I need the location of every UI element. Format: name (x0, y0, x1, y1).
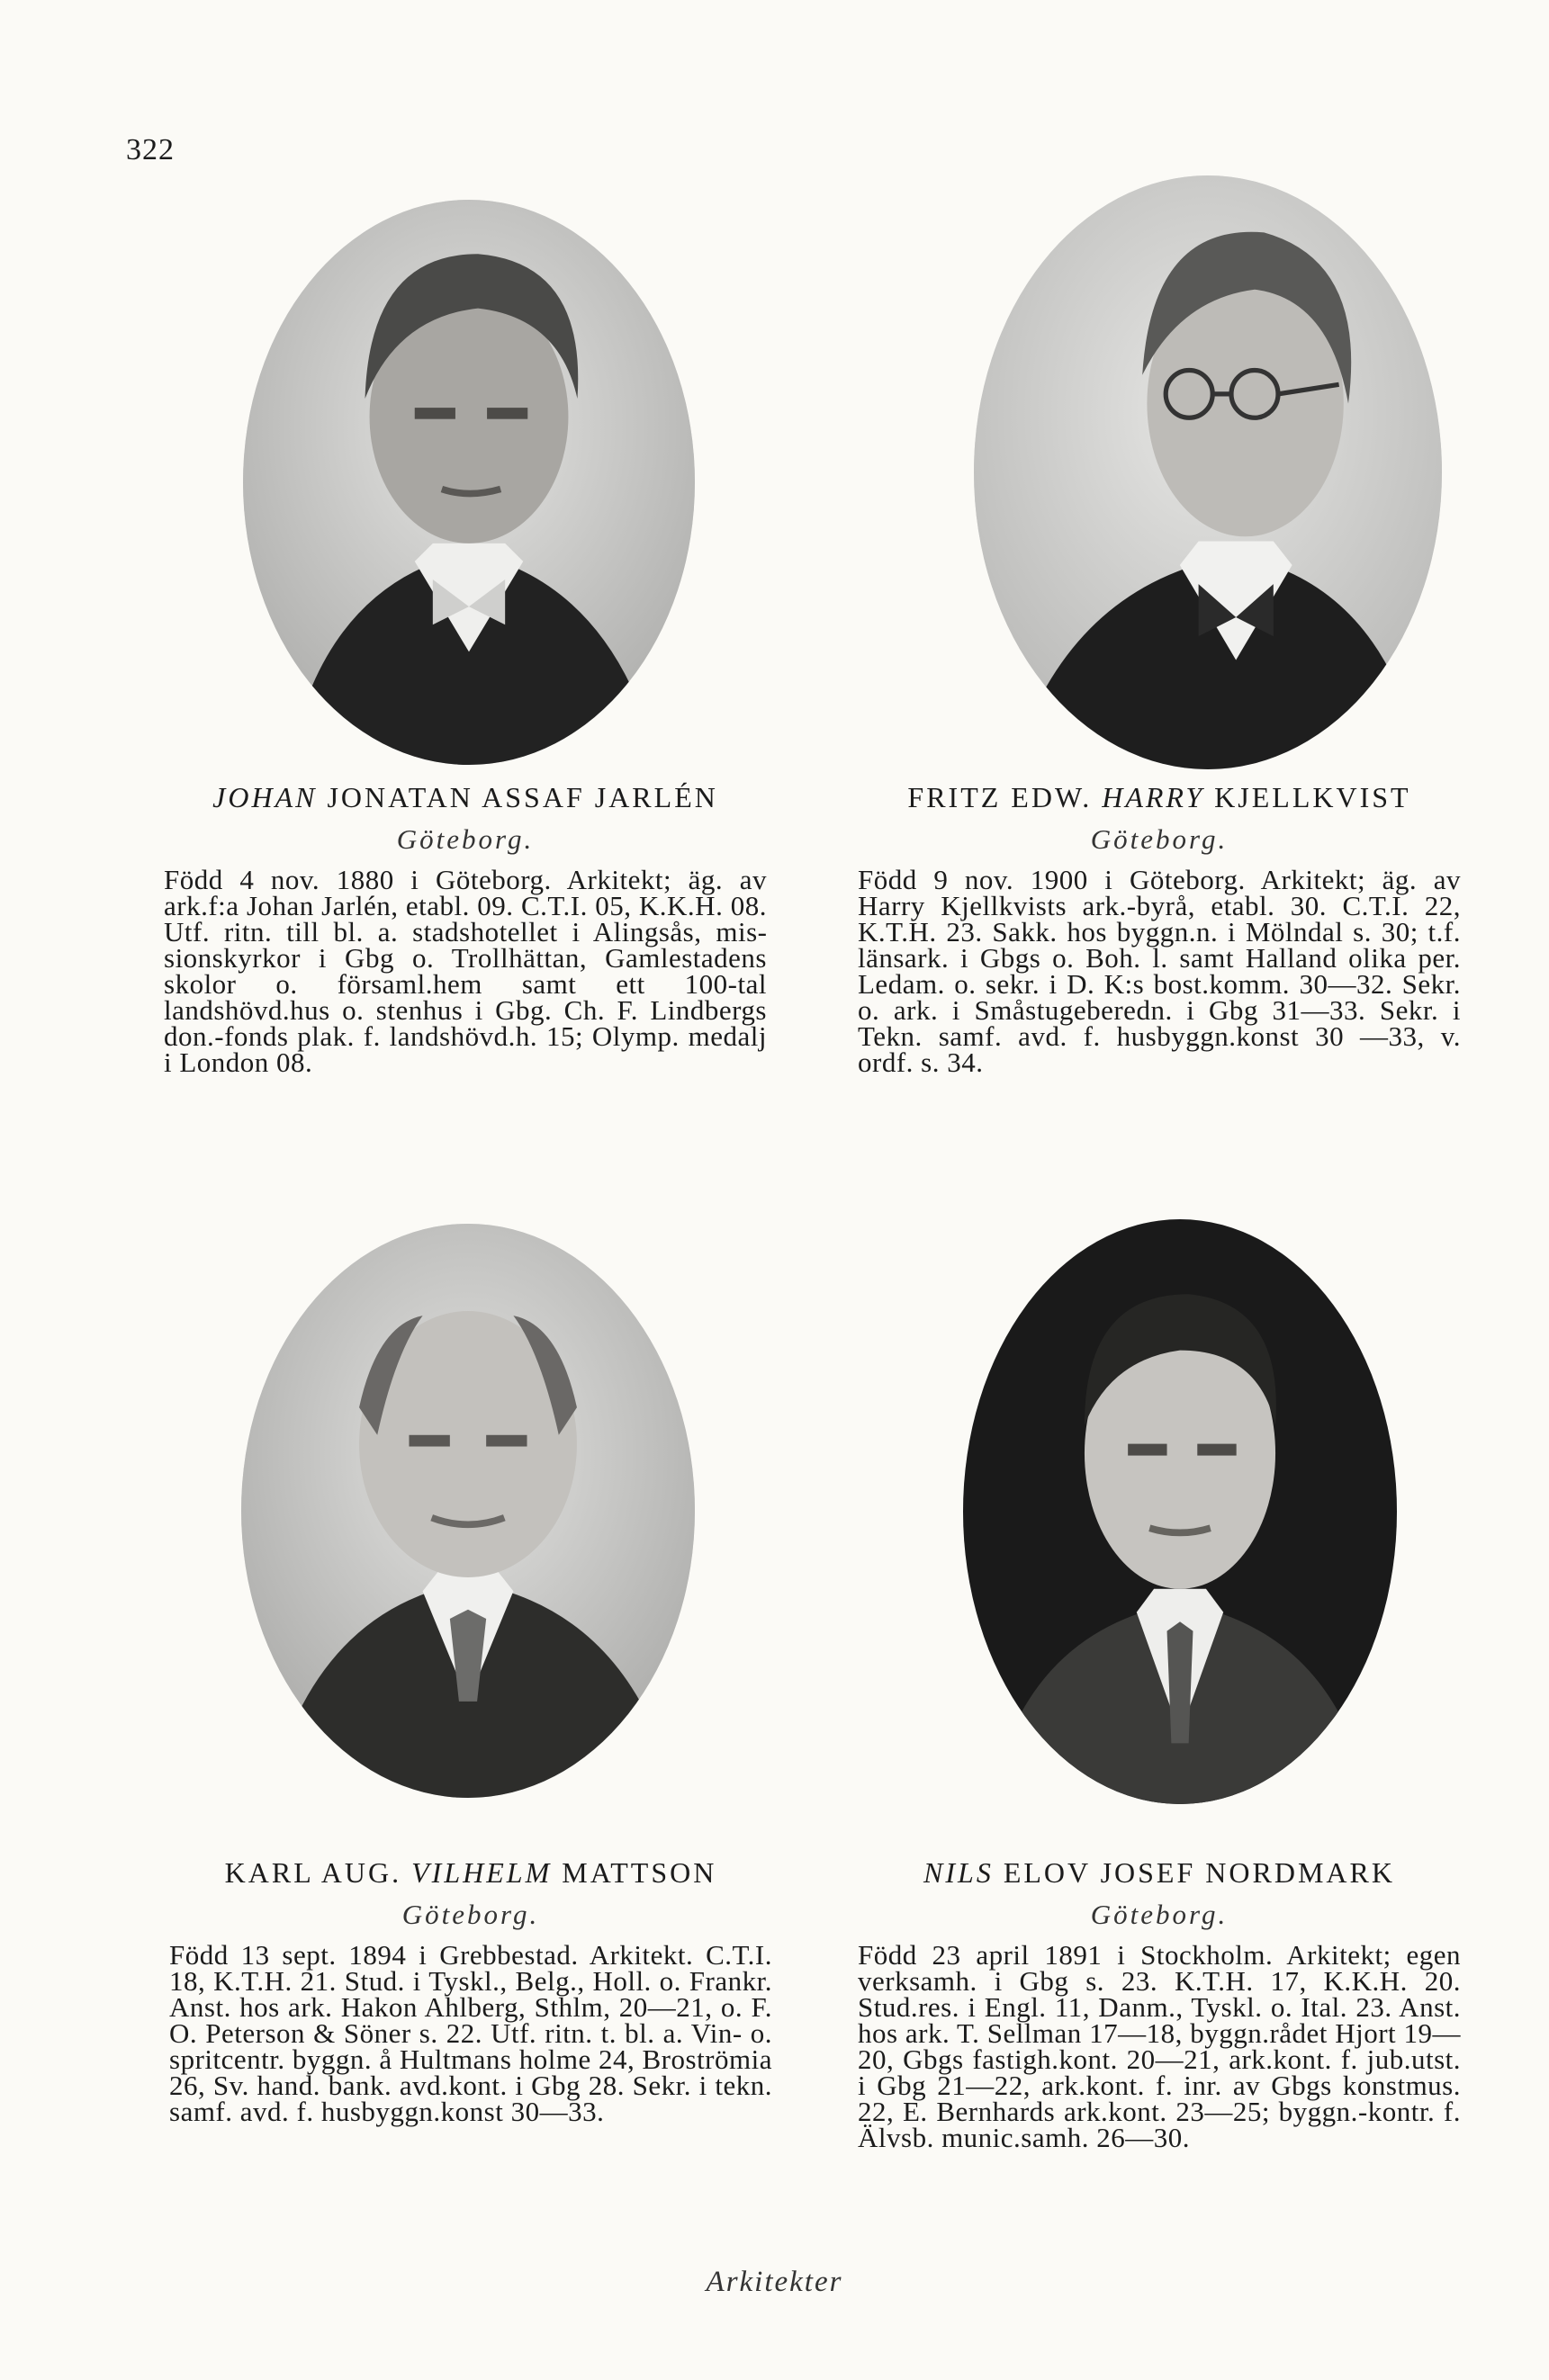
entry-name (858, 781, 1461, 814)
page-footer: Arkitekter (706, 2266, 843, 2298)
entry-bio: Född 23 april 1891 i Stockholm. Arkitekt; egen verksamh. i Gbg s. 23. K.T.H. 17, K.K.H. 20. Stud.res. i Engl. 11, Danm., Tyskl. o. Ital. 23. Anst. hos ark. T. Sellman 17—18, byggn.rådet Hjort 19—20, Gbgs fastigh.kont. 20—21, ark.kont. f. jub.utst. i Gbg 21—22, ark.kont. f. inr. av Gbgs konstmus. 22, E. Bernhards ark.kont. 23—25; byggn.-kontr. f. Älvsb. munic.samh. 26—30. (858, 1939, 1461, 2153)
name-italic: JOHAN (212, 781, 318, 813)
name-rest: ELOV JOSEF NORDMARK (1003, 1856, 1395, 1889)
name-rest: KJELLKVIST (1214, 781, 1411, 813)
entry-name (169, 1856, 772, 1890)
entry-name (164, 781, 767, 814)
name-italic: NILS (923, 1856, 994, 1889)
portrait-mattson (241, 1224, 695, 1798)
name-pre: FRITZ EDW. (907, 781, 1093, 813)
entry-city: Göteborg. (401, 1899, 540, 1930)
page-number: 322 (126, 133, 175, 166)
entry-bio: Född 13 sept. 1894 i Grebbestad. Arkitekt. C.T.I. 18, K.T.H. 21. Stud. i Tyskl., Belg., Holl. o. Frankr. Anst. hos ark. Hakon Ahlberg, Sthlm, 20—21, o. F. O. Peterson & Söner s. 22. Utf. ritn. t. bl. a. Vin- o. spritcentr. byggn. å Hultmans holme 24, Broströmia 26, Sv. hand. bank. avd.kont. i Gbg 28. Sekr. i tekn. samf. avd. f. husbyggn.konst 30—33. (169, 1939, 772, 2127)
entry-nordmark (858, 1856, 1461, 2151)
entry-bio: Född 4 nov. 1880 i Göteborg. Arkitekt; äg. av ark.f:a Johan Jarlén, etabl. 09. C.T.I. 05, K.K.H. 08. Utf. ritn. till bl. a. stadshotellet i Alingsås, missionskyrkor i Gbg o. Trollhättan, Gamlestadens skolor o. församl.hem samt ett 100-tal landshövd.hus o. stenhus i Gbg. Ch. F. Lindbergs don.-fonds plak. f. landshövd.h. 15; Olymp. medalj i London 08. (164, 864, 767, 1078)
name-italic: VILHELM (411, 1856, 553, 1889)
name-pre: KARL AUG. (224, 1856, 402, 1889)
entry-mattson (169, 1856, 772, 2127)
portrait-jarlen (243, 200, 695, 765)
entry-bio: Född 9 nov. 1900 i Göteborg. Arkitekt; äg. av Harry Kjellkvists ark.-byrå, etabl. 30. C.T.I. 22, K.T.H. 23. Sakk. hos byggn.n. i Mölndal s. 30; t.f. länsark. i Gbgs o. Boh. l. samt Halland olika per. Ledam. o. sekr. i D. K:s bost.komm. 30—32. Sekr. o. ark. i Småstugeberedn. i Gbg 31—33. Sekr. i Tekn. samf. avd. f. husbyggn.konst 30 —33, v. ordf. s. 34. (858, 864, 1461, 1078)
portrait-nordmark (963, 1219, 1397, 1804)
entry-kjellkvist (858, 781, 1461, 1078)
entry-name (858, 1856, 1461, 1890)
entry-jarlen (164, 781, 767, 1078)
name-italic: HARRY (1102, 781, 1205, 813)
name-rest: JONATAN ASSAF JARLÉN (327, 781, 718, 813)
portrait-kjellkvist (974, 175, 1442, 769)
entry-city: Göteborg. (1090, 823, 1229, 855)
entry-city: Göteborg. (1090, 1899, 1229, 1930)
entry-city: Göteborg. (396, 823, 535, 855)
name-rest: MATTSON (562, 1856, 717, 1889)
